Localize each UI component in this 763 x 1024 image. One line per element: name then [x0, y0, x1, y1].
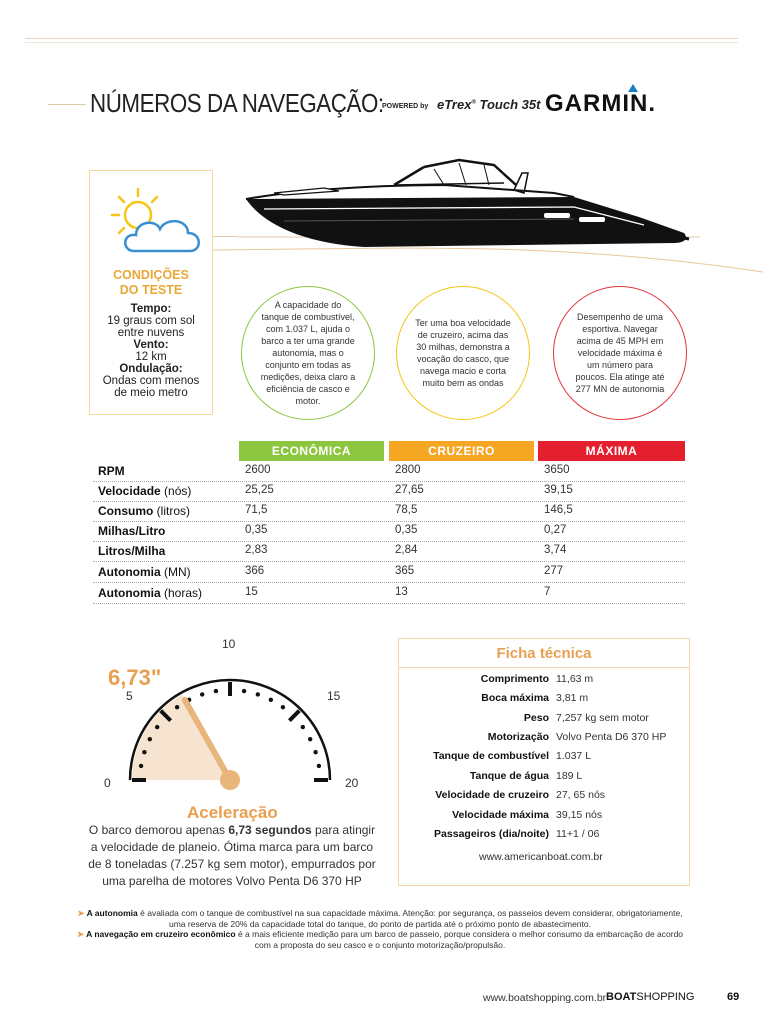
- gauge-minor-dot: [317, 764, 321, 768]
- row-label-text: Autonomia: [98, 586, 161, 600]
- cell-maxima: 3650: [544, 464, 570, 476]
- maxima-circle: [553, 286, 687, 420]
- conditions-title-line1: CONDIÇÕES: [113, 268, 189, 282]
- cell-cruzeiro: 78,5: [395, 504, 418, 516]
- header-maxima: MÁXIMA: [538, 441, 685, 461]
- product-brand: eTrex: [437, 97, 472, 112]
- garmin-logo: GARMIN.: [545, 90, 656, 117]
- gauge-minor-dot: [214, 689, 218, 693]
- spec-row: [399, 828, 689, 846]
- spec-value: 39,15 nós: [556, 809, 603, 821]
- footnote-1-text: é avaliada com o tanque de combustível na sua capacidade máxima. Atenção: por segurança, os passeios devem considerar, obrigatoriamente, uma reserva de 20% da capacidade total do tanque, do ponto de partida até o próximo ponto de abastecimento.: [137, 908, 683, 929]
- row-label: [98, 524, 165, 538]
- cell-maxima: 3,74: [544, 544, 567, 556]
- spec-sheet-title: Ficha técnica: [496, 645, 592, 662]
- cell-cruzeiro: 13: [395, 586, 408, 598]
- gauge-minor-dot: [301, 725, 305, 729]
- footer-brand-bold: BOAT: [606, 991, 637, 1003]
- spec-row: [399, 673, 689, 691]
- gauge-minor-dot: [175, 705, 179, 709]
- gauge-label-0: 0: [104, 776, 111, 790]
- acceleration-gauge: [90, 630, 380, 805]
- tempo-value: 19 graus com sol entre nuvens: [107, 315, 195, 339]
- gauge-label-15: 15: [327, 689, 341, 703]
- vento-value: 12 km: [135, 351, 167, 363]
- cell-economica: 2,83: [245, 544, 268, 556]
- header-economica: ECONÔMICA: [239, 441, 384, 461]
- spec-label: Velocidade de cruzeiro: [435, 789, 549, 801]
- row-unit: (horas): [160, 586, 203, 600]
- spec-value: 3,81 m: [556, 692, 589, 704]
- spec-row: [399, 692, 689, 710]
- cell-economica: 2600: [245, 464, 271, 476]
- gauge-minor-dot: [148, 737, 152, 741]
- acceleration-text-b: para atingir a velocidade de planeio. Ótima marca para um barco de 8 toneladas (7.257 kg sem motor), empurrados por uma parelha de motores Volvo Penta D6 370 HP: [88, 823, 376, 888]
- table-row-litros-milha: [93, 541, 685, 562]
- spec-value: 11,63 m: [556, 673, 594, 685]
- gauge-minor-dot: [155, 725, 159, 729]
- spec-row: [399, 750, 689, 768]
- cell-maxima: 277: [544, 565, 564, 577]
- acceleration-text-bold: 6,73 segundos: [228, 823, 312, 837]
- row-label: [98, 464, 125, 478]
- gauge-major-tick: [289, 711, 299, 721]
- row-label: [98, 504, 190, 518]
- spec-label: Peso: [523, 712, 549, 724]
- acceleration-title: Aceleração: [187, 803, 278, 822]
- spec-value: Volvo Penta D6 370 HP: [556, 731, 667, 743]
- footer-brand-rest: SHOPPING: [636, 991, 695, 1003]
- row-unit: (MN): [160, 565, 191, 579]
- table-row-autonomia-mn: [93, 562, 685, 583]
- gauge-label-10: 10: [222, 637, 236, 651]
- spec-value: 1.037 L: [556, 750, 592, 762]
- row-label-text: Autonomia: [98, 565, 161, 579]
- page-title: NÚMEROS DA NAVEGAÇÃO:: [90, 88, 384, 118]
- cell-cruzeiro: 2,84: [395, 544, 418, 556]
- ondulacao-value: Ondas com menos de meio metro: [102, 375, 200, 399]
- gauge-minor-dot: [313, 750, 317, 754]
- spec-label: Passageiros (dia/noite): [434, 828, 549, 840]
- footnote-1-bold: A autonomia: [86, 908, 138, 918]
- arrow-icon: ➤: [77, 908, 87, 918]
- spec-label: Comprimento: [480, 673, 549, 685]
- spec-label: Boca máxima: [481, 692, 549, 704]
- tempo-label: Tempo:: [130, 303, 172, 315]
- spec-value: 7,257 kg sem motor: [556, 712, 649, 724]
- cell-cruzeiro: 0,35: [395, 524, 418, 536]
- spec-row: [399, 789, 689, 807]
- row-label-text: Velocidade: [98, 484, 161, 498]
- cell-cruzeiro: 2800: [395, 464, 421, 476]
- cell-maxima: 146,5: [544, 504, 573, 516]
- cell-economica: 0,35: [245, 524, 268, 536]
- spec-row: [399, 809, 689, 827]
- conditions-body: [90, 303, 212, 399]
- acceleration-text-a: O barco demorou apenas: [88, 823, 229, 837]
- spec-value: 11+1 / 06: [556, 828, 600, 840]
- spec-label: Velocidade máxima: [452, 809, 549, 821]
- table-row-milhas-litro: [93, 521, 685, 542]
- row-unit: (nós): [160, 484, 192, 498]
- vento-label: Vento:: [133, 339, 169, 351]
- cell-cruzeiro: 27,65: [395, 484, 424, 496]
- gauge-minor-dot: [139, 764, 143, 768]
- gauge-minor-dot: [281, 705, 285, 709]
- gauge-minor-dot: [200, 692, 204, 696]
- footer-brand: [606, 991, 694, 1003]
- row-label: [98, 544, 165, 558]
- manufacturer-url[interactable]: www.americanboat.com.br: [479, 851, 603, 863]
- row-label: [98, 586, 202, 600]
- gauge-minor-dot: [256, 692, 260, 696]
- spec-label: Motorização: [487, 731, 549, 743]
- maxima-circle-text: Desempenho de uma esportiva. Navegar acima de 45 MPH em velocidade máxima é um número para poucos. Ela atinge até 277 MN de autonomia: [575, 312, 665, 394]
- row-label: [98, 565, 191, 579]
- cruzeiro-circle: [396, 286, 530, 420]
- header-cruzeiro: CRUZEIRO: [389, 441, 534, 461]
- footnote-cruzeiro: [70, 929, 690, 950]
- gauge-minor-dot: [308, 737, 312, 741]
- cell-economica: 25,25: [245, 484, 274, 496]
- boat-illustration: [244, 155, 694, 260]
- cell-maxima: 39,15: [544, 484, 573, 496]
- economica-circle: [241, 286, 375, 420]
- product-model: Touch 35t: [479, 97, 541, 112]
- row-label-text: Consumo: [98, 504, 154, 518]
- spec-label: Tanque de água: [469, 770, 549, 782]
- footnotes: [70, 908, 690, 950]
- table-row-velocidade: [93, 481, 685, 502]
- gauge-value: 6,73": [108, 665, 162, 690]
- gauge-label-5: 5: [126, 689, 133, 703]
- footnote-2-bold: A navegação em cruzeiro econômico: [86, 929, 236, 939]
- economica-circle-text: A capacidade do tanque de combustível, com 1.037 L, ajuda o barco a ter uma grande autonomia, mas o conjunto em todas as medições, deixa claro a eficiência de casco e motor.: [260, 300, 356, 406]
- footnote-2-text: é a mais eficiente medição para um barco de passeio, porque considera o melhor consumo da embarcação de acordo com a proposta do seu casco e o conjunto motorização/propulsão.: [235, 929, 684, 950]
- conditions-title: [90, 268, 212, 298]
- row-label-text: Milhas/Litro: [98, 524, 166, 538]
- spec-sheet: [398, 638, 690, 886]
- row-label-text: RPM: [98, 464, 125, 478]
- ondulacao-label: Ondulação:: [119, 363, 183, 375]
- table-row-consumo: [93, 501, 685, 522]
- top-rule-2: [25, 42, 738, 43]
- cell-maxima: 0,27: [544, 524, 567, 536]
- spec-value: 189 L: [556, 770, 583, 782]
- spec-row: [399, 731, 689, 749]
- gauge-label-20: 20: [345, 776, 359, 790]
- page-number: 69: [727, 991, 740, 1003]
- gauge-minor-dot: [142, 750, 146, 754]
- footnote-autonomia: [70, 908, 690, 929]
- gauge-minor-dot: [269, 698, 273, 702]
- footer-site[interactable]: www.boatshopping.com.br: [483, 992, 607, 1004]
- row-label: [98, 484, 191, 498]
- arrow-icon: ➤: [76, 929, 87, 939]
- spec-label: Tanque de combustível: [433, 750, 549, 762]
- spec-sheet-rule: [399, 667, 689, 668]
- gauge-hub: [220, 770, 240, 790]
- sun-cloud-icon: [104, 181, 204, 261]
- cruzeiro-circle-text: Ter uma boa velocidade de cruzeiro, acima das 30 milhas, demonstra a vocação do casco, que navega macio e corta muito bem as ondas: [415, 318, 511, 388]
- spec-row: [399, 770, 689, 788]
- header-rule: [48, 104, 86, 105]
- acceleration-text: [88, 822, 376, 890]
- gauge-fill-sector: [132, 695, 230, 780]
- row-unit: (litros): [153, 504, 191, 518]
- gauge-minor-dot: [242, 689, 246, 693]
- table-row-rpm: [93, 461, 685, 482]
- spec-row: [399, 712, 689, 730]
- table-row-autonomia-horas: [93, 583, 685, 604]
- powered-by: POWERED by: [382, 103, 429, 110]
- conditions-title-line2: DO TESTE: [119, 283, 183, 297]
- row-label-text: Litros/Milha: [98, 544, 166, 558]
- top-rule: [25, 38, 738, 39]
- spec-value: 27, 65 nós: [556, 789, 606, 801]
- cell-maxima: 7: [544, 586, 551, 598]
- cell-economica: 15: [245, 586, 258, 598]
- test-conditions-box: [89, 170, 213, 415]
- cell-economica: 366: [245, 565, 265, 577]
- product-name: [437, 97, 540, 112]
- product-registered: ®: [471, 99, 476, 106]
- cell-economica: 71,5: [245, 504, 268, 516]
- cell-cruzeiro: 365: [395, 565, 415, 577]
